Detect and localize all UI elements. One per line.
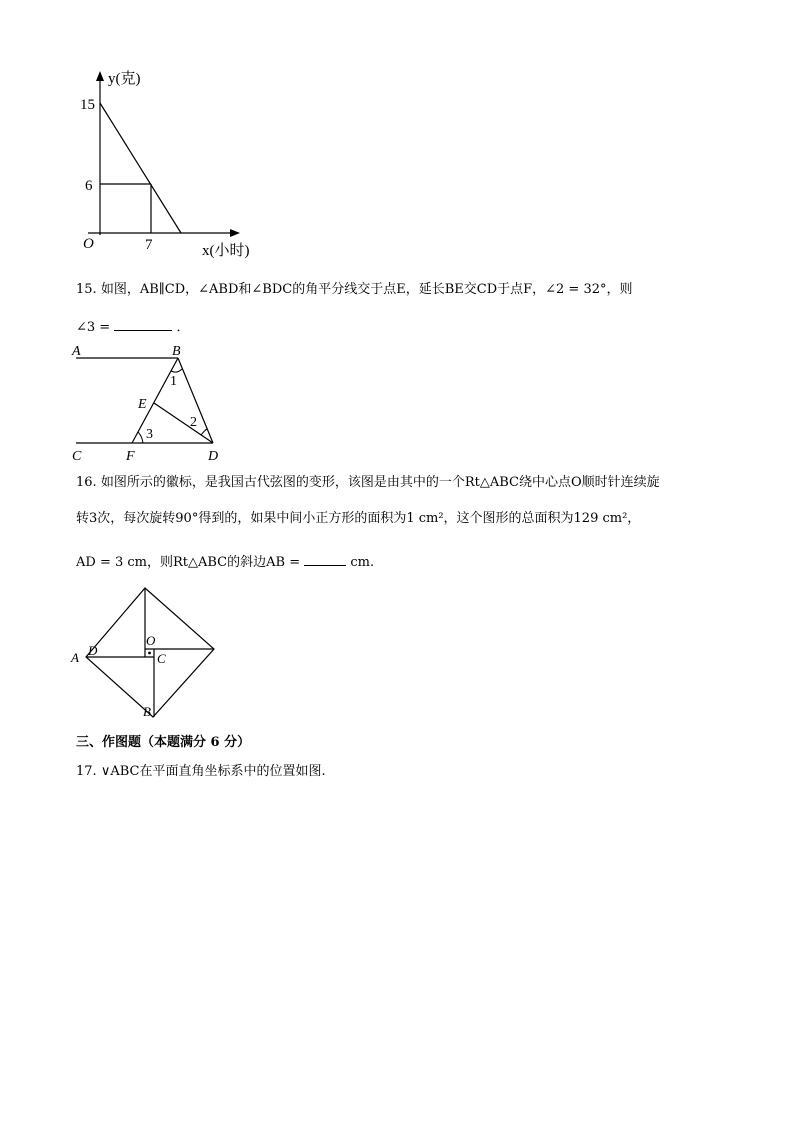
q15-line1 bbox=[76, 281, 633, 299]
label-A: A bbox=[72, 344, 81, 359]
q16-text-line2: 转3次，每次旋转90°得到的，如果中间小正方形的面积为1 cm²，这个图形的总面积为129 cm²， bbox=[76, 511, 641, 526]
q16-answer-blank[interactable] bbox=[304, 551, 346, 566]
q15-number: 15. bbox=[76, 282, 97, 297]
label-B: B bbox=[143, 704, 151, 719]
q16-figure bbox=[68, 583, 228, 723]
label-angle-2: 2 bbox=[190, 415, 197, 430]
graph-line bbox=[100, 103, 181, 233]
q16-text-line3-suffix: cm. bbox=[350, 555, 375, 570]
label-D: D bbox=[88, 643, 98, 658]
label-B: B bbox=[172, 344, 181, 359]
label-angle-1: 1 bbox=[170, 374, 177, 389]
label-O: O bbox=[146, 633, 156, 648]
angle-3-arc bbox=[138, 432, 143, 443]
angle-1-arc bbox=[171, 369, 182, 372]
y-axis-arrow bbox=[96, 71, 104, 81]
section-heading: 三、作图题（本题满分 6 分） bbox=[76, 735, 251, 750]
q17-number: 17. bbox=[76, 764, 97, 779]
center-point-O bbox=[148, 652, 151, 655]
q17-line bbox=[76, 763, 326, 781]
x-tick-7: 7 bbox=[145, 237, 153, 253]
segment-BD bbox=[178, 358, 213, 443]
angle-2-arc bbox=[201, 429, 207, 435]
q15-text-line2-prefix: ∠3 = bbox=[76, 320, 111, 335]
q16-text-line3-prefix: AD = 3 cm，则Rt△ABC的斜边AB = bbox=[76, 555, 301, 570]
label-C: C bbox=[72, 449, 82, 464]
y-tick-15: 15 bbox=[80, 97, 95, 113]
origin-label: O bbox=[83, 236, 94, 252]
q15-text-line1: 如图，AB∥CD，∠ABD和∠BDC的角平分线交于点E，延长BE交CD于点F，∠2 = 32°，则 bbox=[100, 282, 633, 297]
q16-line2 bbox=[76, 510, 640, 528]
y-axis-label: y(克) bbox=[108, 71, 141, 87]
q15-line2 bbox=[76, 316, 190, 337]
q16-line1 bbox=[76, 474, 660, 492]
label-A: A bbox=[71, 650, 79, 665]
q15-answer-blank[interactable] bbox=[114, 316, 172, 331]
x-axis-label: x(小时) bbox=[202, 243, 250, 259]
q16-line3 bbox=[76, 551, 374, 572]
q16-text-line1: 如图所示的徽标，是我国古代弦图的变形，该图是由其中的一个Rt△ABC绕中心点O顺时针连续旋 bbox=[100, 475, 660, 490]
label-C: C bbox=[157, 651, 166, 666]
q15-figure bbox=[68, 340, 238, 465]
x-axis-arrow bbox=[230, 229, 240, 237]
label-D: D bbox=[208, 449, 219, 464]
q15-text-line2-suffix: ． bbox=[176, 320, 190, 335]
label-angle-3: 3 bbox=[146, 427, 153, 442]
y-tick-6: 6 bbox=[85, 178, 93, 194]
q16-number: 16. bbox=[76, 475, 97, 490]
q17-text: ∨ABC在平面直角坐标系中的位置如图. bbox=[100, 764, 326, 779]
line-graph-figure bbox=[70, 65, 280, 265]
label-F: F bbox=[126, 449, 135, 464]
label-E: E bbox=[138, 397, 147, 412]
